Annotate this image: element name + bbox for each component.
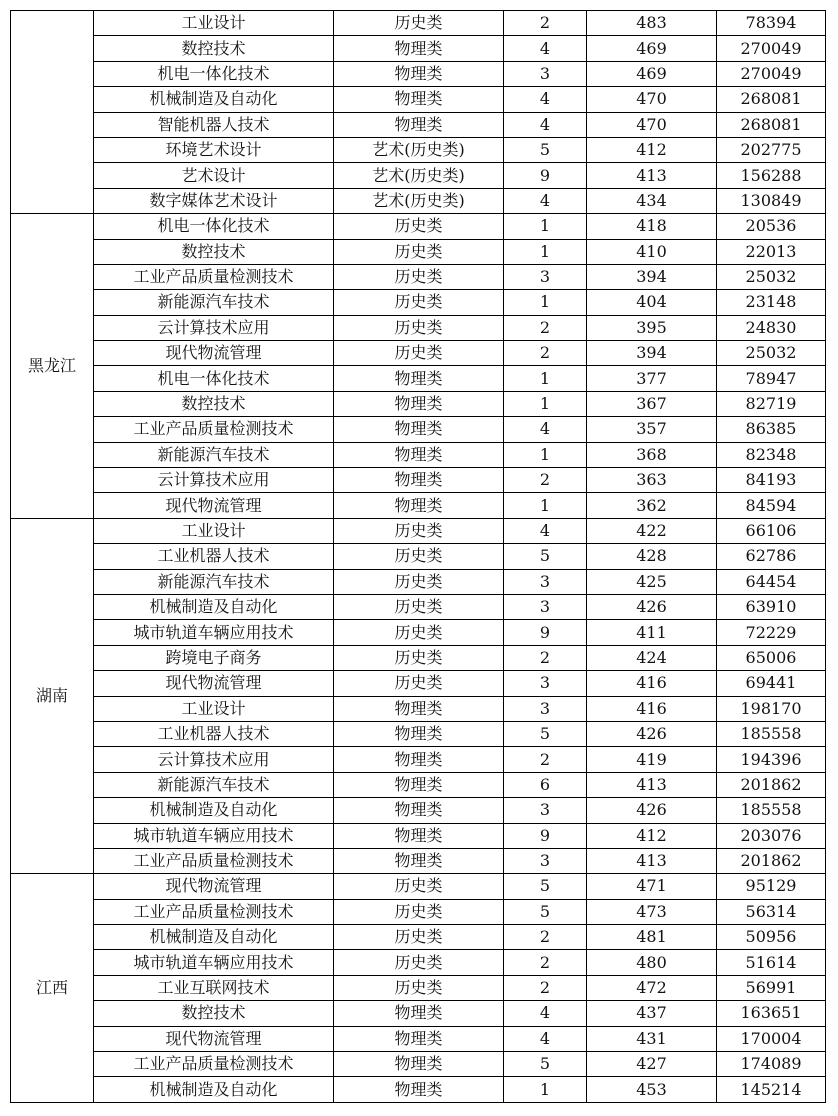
rank-cell: 170004 (717, 1026, 826, 1051)
rank-cell: 270049 (717, 61, 826, 86)
rank-cell: 84193 (717, 468, 826, 493)
major-cell: 现代物流管理 (94, 493, 334, 518)
min-score-cell: 470 (587, 87, 717, 112)
min-score-cell: 394 (587, 341, 717, 366)
major-cell: 现代物流管理 (94, 874, 334, 899)
min-score-cell: 377 (587, 366, 717, 391)
category-cell: 历史类 (334, 518, 504, 543)
province-cell (11, 11, 94, 214)
min-score-cell: 367 (587, 391, 717, 416)
table-row (11, 442, 826, 467)
min-score-cell: 362 (587, 493, 717, 518)
min-score-cell: 437 (587, 1001, 717, 1026)
plan-count-cell: 1 (504, 239, 587, 264)
category-cell: 历史类 (334, 594, 504, 619)
major-cell: 工业产品质量检测技术 (94, 899, 334, 924)
rank-cell: 156288 (717, 163, 826, 188)
category-cell: 物理类 (334, 848, 504, 873)
table-row (11, 493, 826, 518)
rank-cell: 23148 (717, 290, 826, 315)
category-cell: 历史类 (334, 950, 504, 975)
category-cell: 历史类 (334, 290, 504, 315)
rank-cell: 194396 (717, 747, 826, 772)
province-cell: 江西 (11, 874, 94, 1103)
category-cell: 物理类 (334, 798, 504, 823)
category-cell: 历史类 (334, 620, 504, 645)
rank-cell: 86385 (717, 417, 826, 442)
table-row (11, 950, 826, 975)
min-score-cell: 357 (587, 417, 717, 442)
major-cell: 机械制造及自动化 (94, 1077, 334, 1102)
major-cell: 工业产品质量检测技术 (94, 1052, 334, 1077)
rank-cell: 130849 (717, 188, 826, 213)
table-row (11, 848, 826, 873)
table-row (11, 772, 826, 797)
table-row (11, 594, 826, 619)
table-row (11, 925, 826, 950)
category-cell: 艺术(历史类) (334, 137, 504, 162)
plan-count-cell: 1 (504, 391, 587, 416)
major-cell: 云计算技术应用 (94, 747, 334, 772)
min-score-cell: 480 (587, 950, 717, 975)
major-cell: 现代物流管理 (94, 671, 334, 696)
province-cell: 湖南 (11, 518, 94, 873)
rank-cell: 65006 (717, 645, 826, 670)
rank-cell: 270049 (717, 36, 826, 61)
major-cell: 城市轨道车辆应用技术 (94, 950, 334, 975)
rank-cell: 69441 (717, 671, 826, 696)
table-row (11, 518, 826, 543)
category-cell: 历史类 (334, 874, 504, 899)
category-cell: 历史类 (334, 214, 504, 239)
rank-cell: 201862 (717, 772, 826, 797)
plan-count-cell: 2 (504, 315, 587, 340)
category-cell: 历史类 (334, 264, 504, 289)
min-score-cell: 411 (587, 620, 717, 645)
category-cell: 历史类 (334, 899, 504, 924)
rank-cell: 78394 (717, 11, 826, 36)
min-score-cell: 412 (587, 823, 717, 848)
plan-count-cell: 9 (504, 163, 587, 188)
plan-count-cell: 2 (504, 975, 587, 1000)
category-cell: 物理类 (334, 36, 504, 61)
table-row (11, 620, 826, 645)
plan-count-cell: 4 (504, 112, 587, 137)
plan-count-cell: 2 (504, 925, 587, 950)
major-cell: 机电一体化技术 (94, 214, 334, 239)
min-score-cell: 418 (587, 214, 717, 239)
major-cell: 现代物流管理 (94, 341, 334, 366)
plan-count-cell: 4 (504, 518, 587, 543)
table-row (11, 87, 826, 112)
min-score-cell: 363 (587, 468, 717, 493)
min-score-cell: 410 (587, 239, 717, 264)
min-score-cell: 427 (587, 1052, 717, 1077)
min-score-cell: 416 (587, 671, 717, 696)
table-row (11, 874, 826, 899)
major-cell: 新能源汽车技术 (94, 442, 334, 467)
major-cell: 艺术设计 (94, 163, 334, 188)
plan-count-cell: 5 (504, 544, 587, 569)
major-cell: 机电一体化技术 (94, 366, 334, 391)
rank-cell: 82719 (717, 391, 826, 416)
plan-count-cell: 3 (504, 61, 587, 86)
category-cell: 物理类 (334, 468, 504, 493)
min-score-cell: 368 (587, 442, 717, 467)
plan-count-cell: 3 (504, 671, 587, 696)
major-cell: 跨境电子商务 (94, 645, 334, 670)
min-score-cell: 483 (587, 11, 717, 36)
category-cell: 物理类 (334, 721, 504, 746)
plan-count-cell: 3 (504, 569, 587, 594)
category-cell: 艺术(历史类) (334, 163, 504, 188)
rank-cell: 95129 (717, 874, 826, 899)
min-score-cell: 412 (587, 137, 717, 162)
plan-count-cell: 3 (504, 696, 587, 721)
plan-count-cell: 1 (504, 366, 587, 391)
major-cell: 机械制造及自动化 (94, 594, 334, 619)
rank-cell: 201862 (717, 848, 826, 873)
min-score-cell: 426 (587, 594, 717, 619)
category-cell: 历史类 (334, 341, 504, 366)
table-row (11, 214, 826, 239)
plan-count-cell: 1 (504, 493, 587, 518)
plan-count-cell: 6 (504, 772, 587, 797)
rank-cell: 145214 (717, 1077, 826, 1102)
min-score-cell: 453 (587, 1077, 717, 1102)
min-score-cell: 434 (587, 188, 717, 213)
table-row (11, 36, 826, 61)
major-cell: 机械制造及自动化 (94, 87, 334, 112)
category-cell: 历史类 (334, 925, 504, 950)
category-cell: 物理类 (334, 61, 504, 86)
plan-count-cell: 1 (504, 442, 587, 467)
category-cell: 物理类 (334, 823, 504, 848)
min-score-cell: 471 (587, 874, 717, 899)
table-row (11, 544, 826, 569)
min-score-cell: 426 (587, 798, 717, 823)
rank-cell: 50956 (717, 925, 826, 950)
table-row (11, 264, 826, 289)
table-row (11, 468, 826, 493)
rank-cell: 185558 (717, 721, 826, 746)
table-row (11, 823, 826, 848)
major-cell: 工业机器人技术 (94, 544, 334, 569)
rank-cell: 268081 (717, 112, 826, 137)
table-row (11, 366, 826, 391)
rank-cell: 64454 (717, 569, 826, 594)
table-row (11, 1001, 826, 1026)
rank-cell: 78947 (717, 366, 826, 391)
rank-cell: 25032 (717, 264, 826, 289)
table-row (11, 341, 826, 366)
table-row (11, 163, 826, 188)
table-row (11, 721, 826, 746)
rank-cell: 56314 (717, 899, 826, 924)
table-row (11, 188, 826, 213)
table-row (11, 747, 826, 772)
rank-cell: 84594 (717, 493, 826, 518)
table-row (11, 239, 826, 264)
category-cell: 历史类 (334, 569, 504, 594)
min-score-cell: 394 (587, 264, 717, 289)
major-cell: 环境艺术设计 (94, 137, 334, 162)
table-row (11, 645, 826, 670)
rank-cell: 63910 (717, 594, 826, 619)
major-cell: 城市轨道车辆应用技术 (94, 823, 334, 848)
min-score-cell: 426 (587, 721, 717, 746)
plan-count-cell: 3 (504, 594, 587, 619)
min-score-cell: 428 (587, 544, 717, 569)
plan-count-cell: 5 (504, 1052, 587, 1077)
major-cell: 机械制造及自动化 (94, 798, 334, 823)
plan-count-cell: 5 (504, 721, 587, 746)
major-cell: 数控技术 (94, 36, 334, 61)
major-cell: 现代物流管理 (94, 1026, 334, 1051)
major-cell: 云计算技术应用 (94, 315, 334, 340)
table-row (11, 798, 826, 823)
major-cell: 机械制造及自动化 (94, 925, 334, 950)
table-row (11, 61, 826, 86)
min-score-cell: 416 (587, 696, 717, 721)
rank-cell: 66106 (717, 518, 826, 543)
major-cell: 数控技术 (94, 1001, 334, 1026)
major-cell: 工业产品质量检测技术 (94, 417, 334, 442)
major-cell: 工业互联网技术 (94, 975, 334, 1000)
rank-cell: 185558 (717, 798, 826, 823)
rank-cell: 268081 (717, 87, 826, 112)
plan-count-cell: 5 (504, 899, 587, 924)
plan-count-cell: 4 (504, 417, 587, 442)
table-row (11, 569, 826, 594)
rank-cell: 56991 (717, 975, 826, 1000)
min-score-cell: 469 (587, 61, 717, 86)
category-cell: 历史类 (334, 544, 504, 569)
rank-cell: 163651 (717, 1001, 826, 1026)
min-score-cell: 469 (587, 36, 717, 61)
admission-score-table (10, 10, 826, 1103)
category-cell: 物理类 (334, 417, 504, 442)
min-score-cell: 473 (587, 899, 717, 924)
category-cell: 历史类 (334, 671, 504, 696)
min-score-cell: 481 (587, 925, 717, 950)
rank-cell: 82348 (717, 442, 826, 467)
plan-count-cell: 3 (504, 798, 587, 823)
table-row (11, 1026, 826, 1051)
category-cell: 物理类 (334, 772, 504, 797)
rank-cell: 198170 (717, 696, 826, 721)
plan-count-cell: 1 (504, 214, 587, 239)
plan-count-cell: 2 (504, 341, 587, 366)
major-cell: 工业设计 (94, 518, 334, 543)
rank-cell: 174089 (717, 1052, 826, 1077)
major-cell: 机电一体化技术 (94, 61, 334, 86)
rank-cell: 25032 (717, 341, 826, 366)
major-cell: 工业设计 (94, 11, 334, 36)
plan-count-cell: 4 (504, 1026, 587, 1051)
min-score-cell: 422 (587, 518, 717, 543)
table-row (11, 1077, 826, 1102)
major-cell: 工业机器人技术 (94, 721, 334, 746)
plan-count-cell: 1 (504, 1077, 587, 1102)
major-cell: 工业产品质量检测技术 (94, 264, 334, 289)
plan-count-cell: 4 (504, 1001, 587, 1026)
category-cell: 艺术(历史类) (334, 188, 504, 213)
min-score-cell: 425 (587, 569, 717, 594)
category-cell: 历史类 (334, 975, 504, 1000)
plan-count-cell: 4 (504, 36, 587, 61)
category-cell: 历史类 (334, 239, 504, 264)
rank-cell: 51614 (717, 950, 826, 975)
table-row (11, 671, 826, 696)
plan-count-cell: 2 (504, 747, 587, 772)
category-cell: 历史类 (334, 315, 504, 340)
rank-cell: 203076 (717, 823, 826, 848)
plan-count-cell: 3 (504, 264, 587, 289)
table-row (11, 112, 826, 137)
table-row (11, 315, 826, 340)
plan-count-cell: 2 (504, 11, 587, 36)
table-row (11, 290, 826, 315)
category-cell: 物理类 (334, 112, 504, 137)
major-cell: 新能源汽车技术 (94, 290, 334, 315)
rank-cell: 24830 (717, 315, 826, 340)
major-cell: 工业设计 (94, 696, 334, 721)
min-score-cell: 424 (587, 645, 717, 670)
category-cell: 物理类 (334, 442, 504, 467)
category-cell: 物理类 (334, 87, 504, 112)
table-row (11, 417, 826, 442)
category-cell: 物理类 (334, 391, 504, 416)
major-cell: 智能机器人技术 (94, 112, 334, 137)
table-row (11, 137, 826, 162)
major-cell: 新能源汽车技术 (94, 772, 334, 797)
min-score-cell: 472 (587, 975, 717, 1000)
category-cell: 历史类 (334, 645, 504, 670)
min-score-cell: 413 (587, 163, 717, 188)
table-row (11, 696, 826, 721)
major-cell: 云计算技术应用 (94, 468, 334, 493)
category-cell: 物理类 (334, 1077, 504, 1102)
min-score-cell: 395 (587, 315, 717, 340)
category-cell: 物理类 (334, 1001, 504, 1026)
rank-cell: 72229 (717, 620, 826, 645)
plan-count-cell: 2 (504, 468, 587, 493)
table-row (11, 975, 826, 1000)
major-cell: 数控技术 (94, 391, 334, 416)
table-body (11, 11, 826, 1103)
category-cell: 物理类 (334, 493, 504, 518)
major-cell: 工业产品质量检测技术 (94, 848, 334, 873)
rank-cell: 202775 (717, 137, 826, 162)
category-cell: 历史类 (334, 11, 504, 36)
rank-cell: 62786 (717, 544, 826, 569)
plan-count-cell: 9 (504, 620, 587, 645)
table-row (11, 391, 826, 416)
table-row (11, 1052, 826, 1077)
table-row (11, 11, 826, 36)
plan-count-cell: 5 (504, 137, 587, 162)
category-cell: 物理类 (334, 696, 504, 721)
min-score-cell: 413 (587, 772, 717, 797)
category-cell: 物理类 (334, 366, 504, 391)
major-cell: 数字媒体艺术设计 (94, 188, 334, 213)
plan-count-cell: 5 (504, 874, 587, 899)
min-score-cell: 419 (587, 747, 717, 772)
category-cell: 物理类 (334, 747, 504, 772)
plan-count-cell: 4 (504, 87, 587, 112)
major-cell: 数控技术 (94, 239, 334, 264)
province-cell: 黑龙江 (11, 214, 94, 519)
rank-cell: 22013 (717, 239, 826, 264)
min-score-cell: 413 (587, 848, 717, 873)
plan-count-cell: 3 (504, 848, 587, 873)
plan-count-cell: 2 (504, 950, 587, 975)
table-row (11, 899, 826, 924)
major-cell: 新能源汽车技术 (94, 569, 334, 594)
plan-count-cell: 1 (504, 290, 587, 315)
min-score-cell: 431 (587, 1026, 717, 1051)
min-score-cell: 470 (587, 112, 717, 137)
category-cell: 物理类 (334, 1026, 504, 1051)
plan-count-cell: 4 (504, 188, 587, 213)
plan-count-cell: 2 (504, 645, 587, 670)
min-score-cell: 404 (587, 290, 717, 315)
rank-cell: 20536 (717, 214, 826, 239)
category-cell: 物理类 (334, 1052, 504, 1077)
major-cell: 城市轨道车辆应用技术 (94, 620, 334, 645)
plan-count-cell: 9 (504, 823, 587, 848)
